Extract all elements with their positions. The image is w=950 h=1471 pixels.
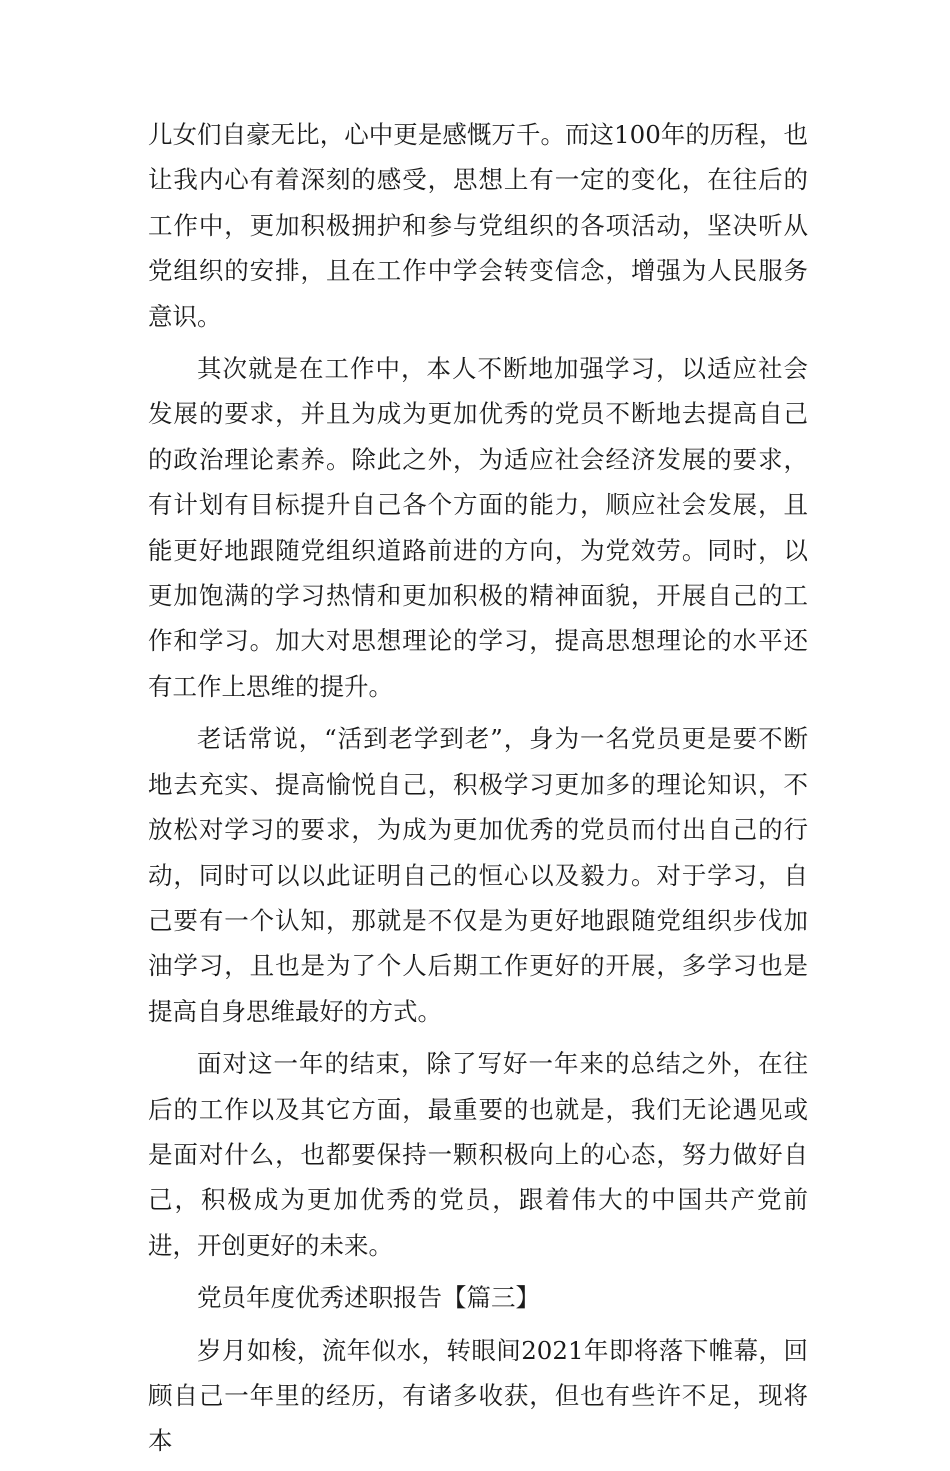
paragraph-year-end: 面对这一年的结束，除了写好一年来的总结之外，在往后的工作以及其它方面，最重要的也就是，我们无论遇见或是面对什么，也都要保持一颗积极向上的心态，努力做好自己，积极成为更加优秀的党员，跟着伟大的中国共产党前进，开创更好的未来。 xyxy=(148,1049,808,1260)
paragraph-section-three-intro: 岁月如梭，流年似水，转眼间2021年即将落下帷幕，回顾自己一年里的经历，有诸多收获，但也有些许不足，现将本 xyxy=(148,1335,808,1456)
section-heading: 党员年度优秀述职报告【篇三】 xyxy=(197,1283,540,1313)
paragraph-study-at-work: 其次就是在工作中，本人不断地加强学习，以适应社会发展的要求，并且为成为更加优秀的党员不断地去提高自己的政治理论素养。除此之外，为适应社会经济发展的要求，有计划有目标提升自己各个方面的能力，顺应社会发展，且能更好地跟随党组织道路前进的方向，为党效劳。同时，以更加饱满的学习热情和更加积极的精神面貌，开展自己的工作和学习。加大对思想理论的学习，提高思想理论的水平还有工作上思维的提升。 xyxy=(148,354,808,701)
paragraph-lifelong-learning: 老话常说，“活到老学到老”，身为一名党员更是要不断地去充实、提高愉悦自己，积极学习更加多的理论知识，不放松对学习的要求，为成为更加优秀的党员而付出自己的行动，同时可以以此证明自己的恒心以及毅力。对于学习，自己要有一个认知，那就是不仅是为更好地跟随党组织步伐加油学习，且也是为了个人后期工作更好的开展，多学习也是提高自身思维最好的方式。 xyxy=(148,724,808,1026)
document-page xyxy=(148,112,808,1471)
paragraph-continuation: 儿女们自豪无比，心中更是感慨万千。而这100年的历程，也让我内心有着深刻的感受，思想上有一定的变化，在往后的工作中，更加积极拥护和参与党组织的各项活动，坚决听从党组织的安排，且在工作中学会转变信念，增强为人民服务意识。 xyxy=(148,120,808,331)
